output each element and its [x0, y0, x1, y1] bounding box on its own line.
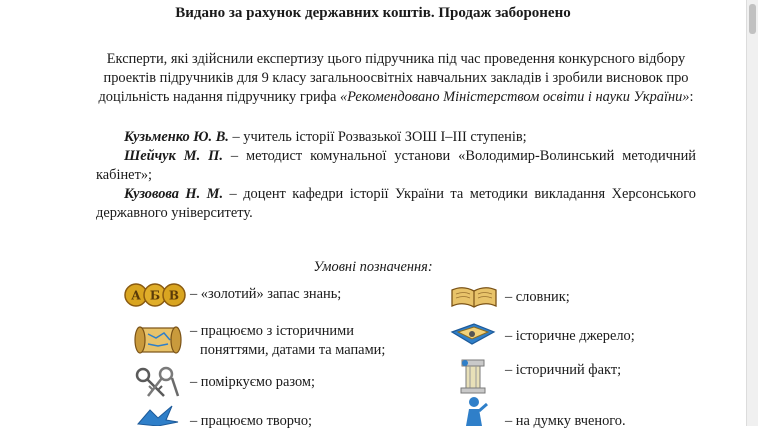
legend-item-concepts-line1: – працюємо з історичними: [190, 323, 354, 339]
legend-item-dictionary: – словник;: [505, 289, 570, 305]
intro-grif: «Рекомендовано Міністерством освіти і науки України»: [339, 89, 690, 105]
scroll-map-icon: [134, 320, 182, 365]
intro-text: Експерти, які здійснили експертизу цього підручника під час проведення конкурсного відбору проектів підручників для 9 класу загальноосвітніх навчальних закладів і зробили висновок про доцільність надання підручнику грифа: [98, 51, 689, 105]
legend-item-scholar: – на думку вченого.: [505, 413, 626, 429]
expert-desc: – доцент кафедри історії України та методики викладання Херсонського державного університету.: [96, 186, 696, 221]
fact-column-icon: [458, 358, 488, 399]
coin-letter: Б: [149, 288, 161, 303]
expert-entry: [96, 128, 696, 147]
expert-name: Шейчук М. П.: [124, 148, 223, 164]
expert-entry: [96, 185, 696, 223]
coin-letter: В: [168, 288, 180, 303]
expert-desc: – учитель історії Розвазької ЗОШ І–ІІІ ступенів;: [228, 129, 527, 145]
scrollbar-thumb[interactable]: [749, 4, 756, 34]
coins-icon: [124, 280, 186, 315]
legend-item-creative: – працюємо творчо;: [190, 413, 313, 429]
page-heading: Видано за рахунок державних коштів. Продаж заборонено: [175, 5, 571, 21]
legend-item-fact: – історичний факт;: [505, 362, 622, 378]
keys-icon: [134, 366, 180, 407]
experts-list: [96, 128, 696, 223]
legend-title: Умовні позначення:: [313, 259, 433, 275]
expert-name: Кузьменко Ю. В.: [124, 129, 229, 145]
intro-colon: :: [689, 89, 694, 105]
legend-item-think: – поміркуємо разом;: [190, 374, 315, 390]
vertical-scrollbar[interactable]: [746, 0, 758, 426]
coin-letter: А: [131, 288, 141, 303]
source-book-icon: [450, 322, 496, 353]
expert-name: Кузовова Н. М.: [124, 186, 224, 202]
legend-item-concepts-line2: поняттями, датами та мапами;: [200, 342, 386, 358]
bird-icon: [136, 404, 180, 431]
legend-item-knowledge: – «золотий» запас знань;: [190, 286, 342, 302]
intro-paragraph: [96, 50, 696, 107]
book-icon: [450, 284, 498, 315]
expert-desc: – методист комунальної установи «Володимир-Волинський методичний кабінет»;: [96, 148, 696, 183]
legend-item-source: – історичне джерело;: [505, 328, 635, 344]
expert-entry: [96, 147, 696, 185]
